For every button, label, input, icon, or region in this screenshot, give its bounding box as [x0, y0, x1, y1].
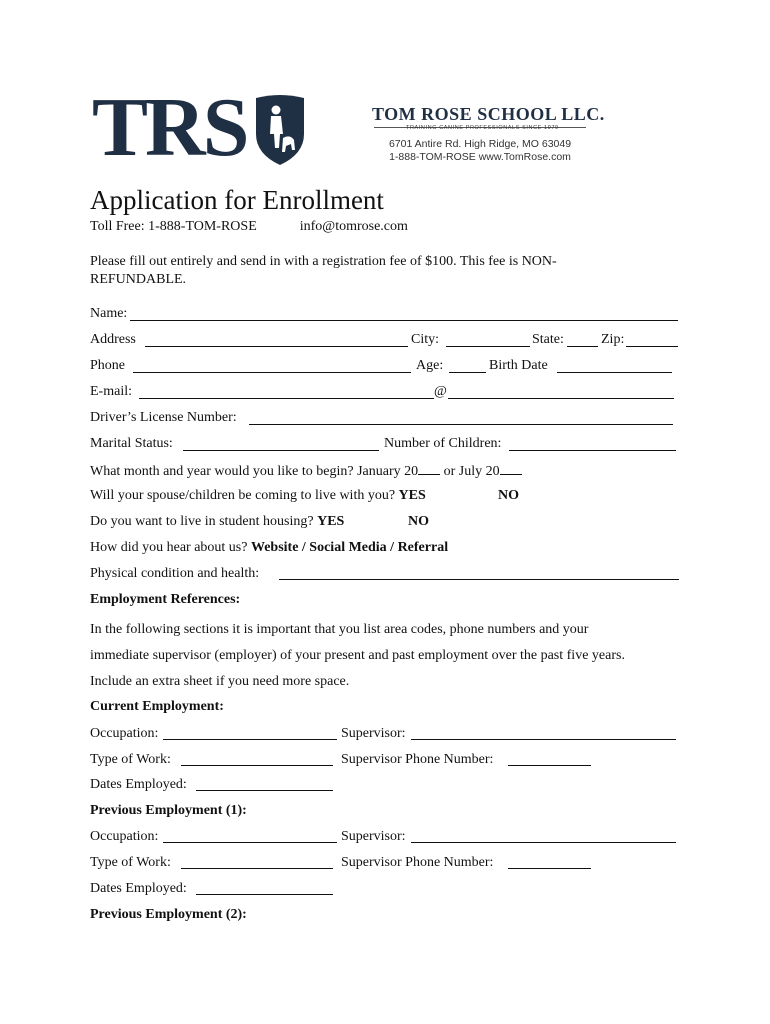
spouse-question [90, 488, 426, 504]
city-field[interactable] [446, 346, 530, 347]
physical-field[interactable] [279, 579, 679, 580]
prev1-supervisor-phone-label: Supervisor Phone Number: [341, 855, 494, 870]
email-label: E-mail: [90, 384, 132, 399]
school-name: TOM ROSE SCHOOL LLC. [372, 104, 605, 124]
current-occupation-label: Occupation: [90, 726, 159, 741]
january-year-field[interactable] [418, 462, 440, 475]
city-label: City: [411, 332, 440, 347]
drivers-license-label: Driver’s License Number: [90, 410, 237, 425]
state-field[interactable] [567, 346, 598, 347]
prev1-supervisor-label: Supervisor: [341, 829, 406, 844]
hear-question [90, 540, 448, 556]
current-supervisor-phone-label: Supervisor Phone Number: [341, 752, 494, 767]
age-label: Age: [416, 358, 444, 373]
spouse-label: Will your spouse/children be coming to live with you? [90, 488, 396, 503]
school-tagline: TRAINING CANINE PROFESSIONALS SINCE 1979 [406, 125, 559, 131]
employment-intro-1: In the following sections it is important that you list area codes, phone numbers and your [90, 622, 589, 637]
contact-row [90, 219, 408, 235]
prev1-type-field[interactable] [181, 868, 333, 869]
physical-label: Physical condition and health: [90, 566, 260, 581]
current-type-field[interactable] [181, 765, 333, 766]
contact-email[interactable]: info@tomrose.com [299, 219, 408, 234]
housing-label: Do you want to live in student housing? [90, 514, 314, 529]
prev1-supervisor-field[interactable] [411, 842, 676, 843]
age-field[interactable] [449, 372, 486, 373]
drivers-license-field[interactable] [249, 424, 673, 425]
prev1-occupation-field[interactable] [163, 842, 337, 843]
birth-date-label: Birth Date [489, 358, 548, 373]
zip-label: Zip: [601, 332, 625, 347]
current-supervisor-phone-field[interactable] [508, 765, 591, 766]
prev1-dates-label: Dates Employed: [90, 881, 187, 896]
address-field[interactable] [145, 346, 408, 347]
logo-letters: TRS [92, 81, 247, 174]
current-type-label: Type of Work: [90, 752, 171, 767]
name-field[interactable] [130, 320, 678, 321]
hear-label: How did you hear about us? [90, 540, 248, 555]
current-occupation-field[interactable] [163, 739, 337, 740]
current-employment-heading: Current Employment: [90, 699, 224, 714]
email-user-field[interactable] [139, 398, 434, 399]
school-address-block [385, 138, 575, 164]
address-label: Address [90, 332, 136, 347]
prev1-type-label: Type of Work: [90, 855, 171, 870]
prev1-dates-field[interactable] [196, 894, 333, 895]
children-label: Number of Children: [384, 436, 502, 451]
page-title: Application for Enrollment [90, 185, 384, 215]
begin-question [90, 462, 522, 480]
current-dates-field[interactable] [196, 790, 333, 791]
july-year-field[interactable] [500, 462, 522, 475]
employment-intro-2: immediate supervisor (employer) of your present and past employment over the past five years. [90, 648, 625, 663]
marital-status-field[interactable] [183, 450, 379, 451]
birth-date-field[interactable] [557, 372, 672, 373]
housing-yes-option[interactable]: YES [317, 514, 345, 529]
email-domain-field[interactable] [448, 398, 674, 399]
instructions-line-1: Please fill out entirely and send in with a registration fee of $100. This fee is NON- [90, 254, 557, 269]
toll-free: Toll Free: 1-888-TOM-ROSE [90, 219, 257, 234]
letterhead [90, 81, 632, 174]
instructions-line-2: REFUNDABLE. [90, 272, 187, 287]
phone-label: Phone [90, 358, 125, 373]
at-sign: @ [434, 384, 447, 399]
spouse-no-option[interactable]: NO [498, 488, 519, 503]
children-field[interactable] [509, 450, 676, 451]
name-label: Name: [90, 306, 128, 321]
zip-field[interactable] [626, 346, 678, 347]
marital-status-label: Marital Status: [90, 436, 173, 451]
current-supervisor-label: Supervisor: [341, 726, 406, 741]
prev1-supervisor-phone-field[interactable] [508, 868, 591, 869]
begin-or-label: or July 20 [443, 464, 500, 479]
begin-label: What month and year would you like to begin? January 20 [90, 464, 419, 479]
housing-question [90, 514, 344, 530]
current-supervisor-field[interactable] [411, 739, 676, 740]
previous-1-heading: Previous Employment (1): [90, 803, 247, 818]
employment-heading: Employment References: [90, 592, 241, 607]
previous-2-heading: Previous Employment (2): [90, 907, 247, 922]
current-dates-label: Dates Employed: [90, 777, 187, 792]
housing-no-option[interactable]: NO [408, 514, 429, 529]
hear-options[interactable]: Website / Social Media / Referral [250, 540, 449, 555]
spouse-yes-option[interactable]: YES [398, 488, 426, 503]
prev1-occupation-label: Occupation: [90, 829, 159, 844]
employment-intro-3: Include an extra sheet if you need more space. [90, 674, 350, 689]
phone-field[interactable] [133, 372, 411, 373]
shield-logo-icon [254, 94, 306, 166]
school-phone-web: 1-888-TOM-ROSE www.TomRose.com [389, 151, 571, 163]
state-label: State: [532, 332, 564, 347]
school-address: 6701 Antire Rd. High Ridge, MO 63049 [388, 138, 572, 150]
